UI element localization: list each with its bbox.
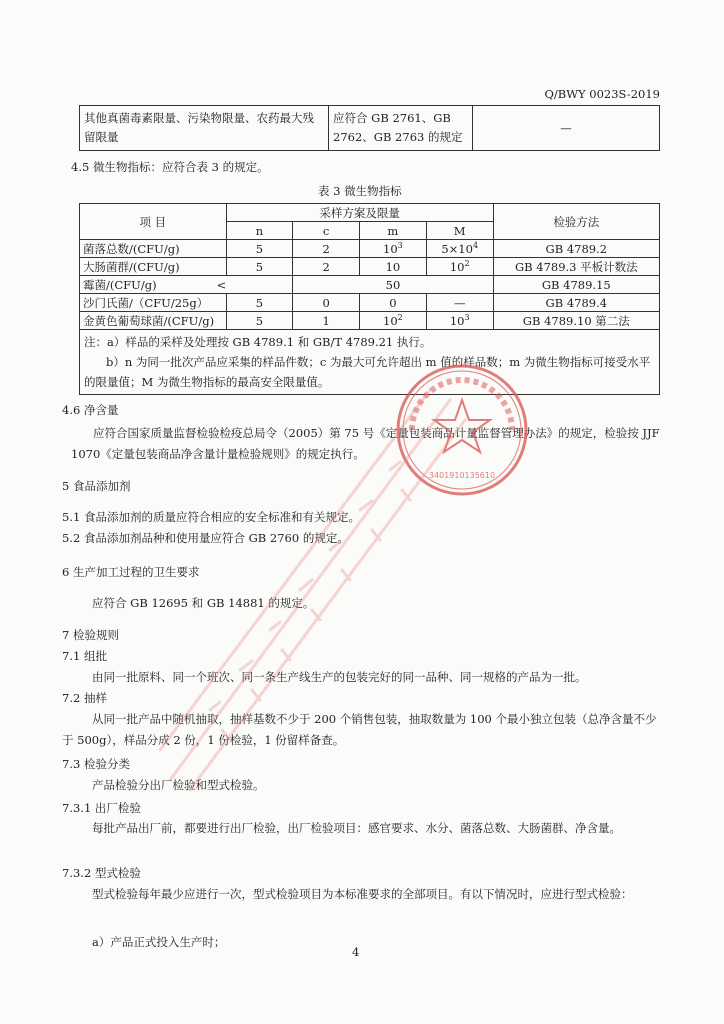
mold-value: 50 [293, 276, 493, 294]
row-M: $5\times 10^4$ [426, 240, 493, 258]
row-m: 0 [360, 294, 427, 312]
row-m: 10 [360, 258, 427, 276]
section-7-3-2-title: 7.3.2 型式检验 [62, 866, 141, 880]
table-row [80, 312, 660, 330]
section-7-3-2-body: 型式检验每年最少应进行一次，型式检验项目为本标准要求的全部项目。有以下情况时，应进行型式检验： [92, 887, 633, 901]
table3-head-plan: 采样方案及限量 [226, 204, 493, 222]
row-m: $10^2$ [360, 312, 427, 330]
row-method: GB 4789.3 平板计数法 [493, 258, 659, 276]
limits-table [79, 105, 660, 151]
table-row [80, 294, 660, 312]
row-n: 5 [226, 312, 293, 330]
section-7-1-body: 由同一批原料、同一个班次、同一条生产线生产的包装完好的同一品种、同一规格的产品为一批。 [92, 670, 587, 684]
limits-item-cell: 其他真菌毒素限量、污染物限量、农药最大残留限量 [80, 106, 329, 151]
table3-head-item: 项 目 [80, 204, 227, 240]
table3-sub-m: m [360, 222, 427, 240]
table3-note-a: 注：a）样品的采样及处理按 GB 4789.1 和 GB/T 4789.21 执行。 [84, 335, 432, 349]
table-row-mold [80, 276, 660, 294]
section-6-title: 6 生产加工过程的卫生要求 [62, 565, 200, 579]
row-item: 大肠菌群/(CFU/g) [80, 258, 227, 276]
row-method: GB 4789.10 第二法 [493, 312, 659, 330]
table3-sub-c: c [293, 222, 360, 240]
section-4-5: 4.5 微生物指标：应符合表 3 的规定。 [71, 160, 269, 174]
seal-code: 3401910135610 [428, 471, 496, 480]
section-7-title: 7 检验规则 [62, 628, 119, 642]
row-c: 0 [293, 294, 360, 312]
section-5-title: 5 食品添加剂 [62, 479, 131, 493]
table3-sub-n: n [226, 222, 293, 240]
row-method: GB 4789.2 [493, 240, 659, 258]
row-M: $10^2$ [426, 258, 493, 276]
row-item: 沙门氏菌/（CFU/25g） [80, 294, 227, 312]
table3-caption: 表 3 微生物指标 [318, 184, 402, 198]
microbial-table [79, 203, 660, 395]
row-M: $10^3$ [426, 312, 493, 330]
limits-method-cell: — [473, 106, 660, 151]
company-seal [392, 360, 532, 500]
mold-method: GB 4789.15 [493, 276, 659, 294]
limits-requirement-cell: 应符合 GB 2761、GB 2762、GB 2763 的规定 [329, 106, 473, 151]
row-c: 1 [293, 312, 360, 330]
table-row [80, 240, 660, 258]
section-7-2-body: 从同一批产品中随机抽取，抽样基数不少于 200 个销售包装，抽取数量为 100 个最小独立包装（总净含量不少于 500g），样品分成 2 份，1 份检验，1 份留样备查。 [62, 712, 657, 747]
section-4-6-title: 4.6 净含量 [62, 403, 119, 417]
section-7-1-title: 7.1 组批 [62, 649, 107, 663]
section-7-2-title: 7.2 抽样 [62, 691, 107, 705]
section-7-3-1-title: 7.3.1 出厂检验 [62, 801, 141, 815]
mold-item: 霉菌/(CFU/g) < [80, 276, 293, 294]
section-7-3-title: 7.3 检验分类 [62, 757, 130, 771]
section-7-3-body: 产品检验分出厂检验和型式检验。 [92, 778, 265, 792]
row-n: 5 [226, 294, 293, 312]
section-7-3-2-item-a: a）产品正式投入生产时； [92, 935, 226, 949]
page-number: 4 [352, 945, 360, 959]
table-row [80, 258, 660, 276]
table3-head-method: 检验方法 [493, 204, 659, 240]
row-item: 菌落总数/(CFU/g) [80, 240, 227, 258]
section-4-6-body: 应符合国家质量监督检验检疫总局令（2005）第 75 号《定量包装商品计量监督管理办法》的规定，检验按 JJF 1070《定量包装商品净含量计量检验规则》的规定执行。 [71, 426, 660, 461]
section-6-body: 应符合 GB 12695 和 GB 14881 的规定。 [92, 596, 315, 610]
document-code: Q/BWY 0023S-2019 [544, 87, 660, 101]
table3-note-b: b）n 为同一批次产品应采集的样品件数；c 为最大可允许超出 m 值的样品数；m 为微生物指标可接受水平的限量值；M 为微生物指标的最高安全限量值。 [84, 355, 651, 389]
row-n: 5 [226, 240, 293, 258]
row-c: 2 [293, 258, 360, 276]
table3-notes [80, 330, 660, 395]
row-m: $10^3$ [360, 240, 427, 258]
section-5-2: 5.2 食品添加剂品种和使用量应符合 GB 2760 的规定。 [62, 531, 349, 545]
row-n: 5 [226, 258, 293, 276]
section-5-1: 5.1 食品添加剂的质量应符合相应的安全标准和有关规定。 [62, 510, 360, 524]
row-method: GB 4789.4 [493, 294, 659, 312]
row-item: 金黄色葡萄球菌/(CFU/g) [80, 312, 227, 330]
section-7-3-1-body: 每批产品出厂前，都要进行出厂检验，出厂检验项目：感官要求、水分、菌落总数、大肠菌群、净含量。 [92, 821, 621, 835]
row-c: 2 [293, 240, 360, 258]
row-M: — [426, 294, 493, 312]
table3-sub-M: M [426, 222, 493, 240]
